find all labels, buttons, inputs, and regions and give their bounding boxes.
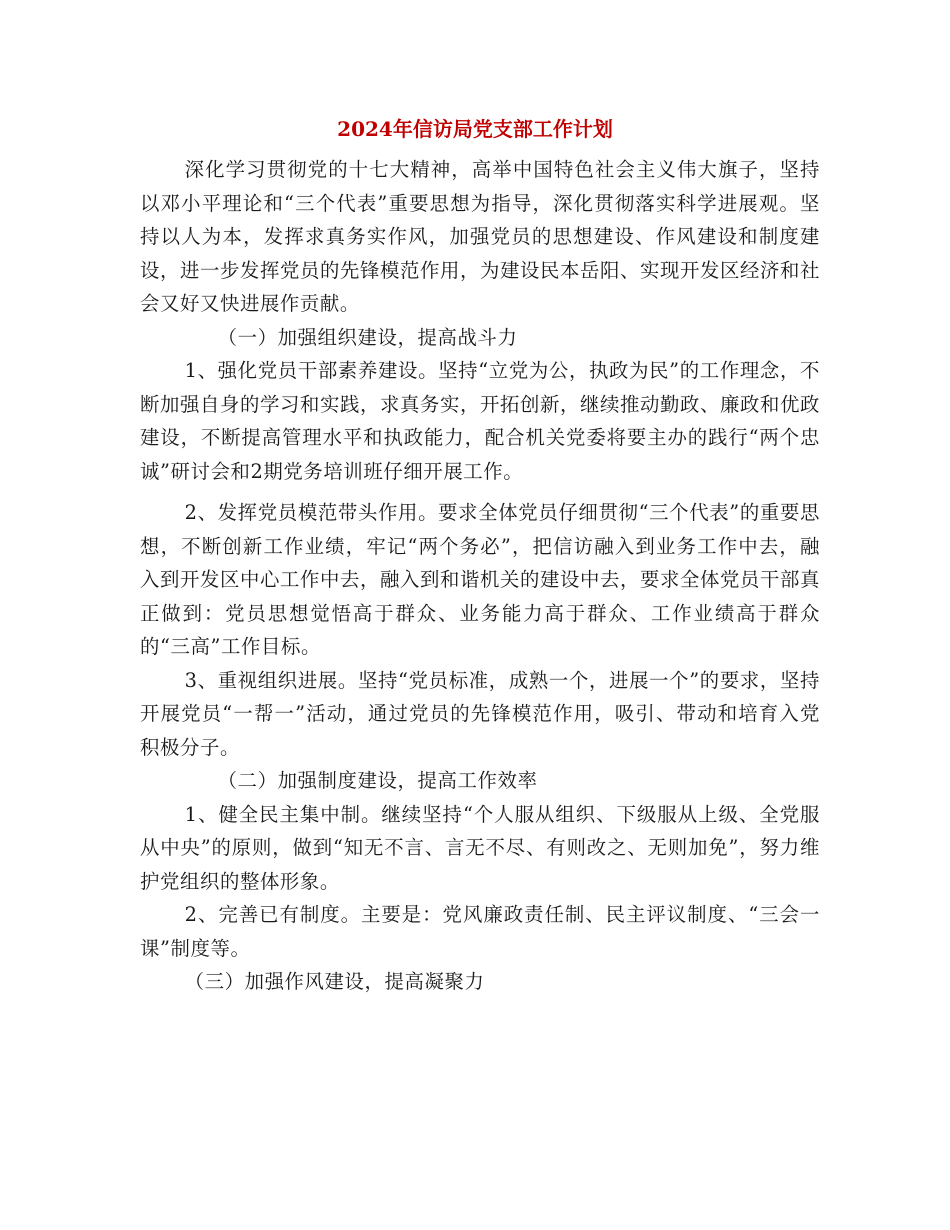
section-1-item-3: 3、重视组织进展。坚持“党员标准，成熟一个，进展一个”的要求，坚持开展党员“一帮一”活动，通过党员的先锋模范作用，吸引、带动和培育入党积极分子。 bbox=[140, 668, 820, 759]
section-1-item-1: 1、强化党员干部素养建设。坚持“立党为公，执政为民”的工作理念，不断加强自身的学习和实践，求真务实，开拓创新，继续推动勤政、廉政和优政建设，不断提高管理水平和执政能力，配合机关党委将要主办的践行“两个忠诚”研讨会和2期党务培训班仔细开展工作。 bbox=[140, 359, 820, 483]
section-1-heading: （一）加强组织建设，提高战斗力 bbox=[217, 325, 518, 349]
section-3-heading: （三）加强作风建设，提高凝聚力 bbox=[184, 970, 485, 993]
paragraph-gap bbox=[140, 488, 820, 496]
section-2-item-1: 1、健全民主集中制。继续坚持“个人服从组织、下级服从上级、全党服从中央”的原则，做到“知无不言、言无不尽、有则改之、无则加免”，努力维护党组织的整体形象。 bbox=[140, 802, 820, 893]
document-body bbox=[140, 153, 820, 999]
section-2-heading: （二）加强制度建设，提高工作效率 bbox=[217, 769, 538, 792]
intro-paragraph: 深化学习贯彻党的十七大精神，高举中国特色社会主义伟大旗子，坚持以邓小平理论和“三个代表”重要思想为指导，深化贯彻落实科学进展观。坚持以人为本，发挥求真务实作风，加强党员的思想建设、作风建设和制度建设，进一步发挥党员的先锋模范作用，为建设民本岳阳、实现开发区经济和社会又好又快进展作贡献。 bbox=[140, 158, 820, 315]
section-1-item-2: 2、发挥党员模范带头作用。要求全体党员仔细贯彻“三个代表”的重要思想，不断创新工作业绩，牢记“两个务必”，把信访融入到业务工作中去，融入到开发区中心工作中去，融入到和谐机关的建设中去，要求全体党员干部真正做到：党员思想觉悟高于群众、业务能力高于群众、工作业绩高于群众的“三高”工作目标。 bbox=[140, 501, 820, 658]
section-2-item-2: 2、完善已有制度。主要是：党风廉政责任制、民主评议制度、“三会一课”制度等。 bbox=[140, 903, 820, 960]
document-title: 2024年信访局党支部工作计划 bbox=[337, 117, 613, 141]
